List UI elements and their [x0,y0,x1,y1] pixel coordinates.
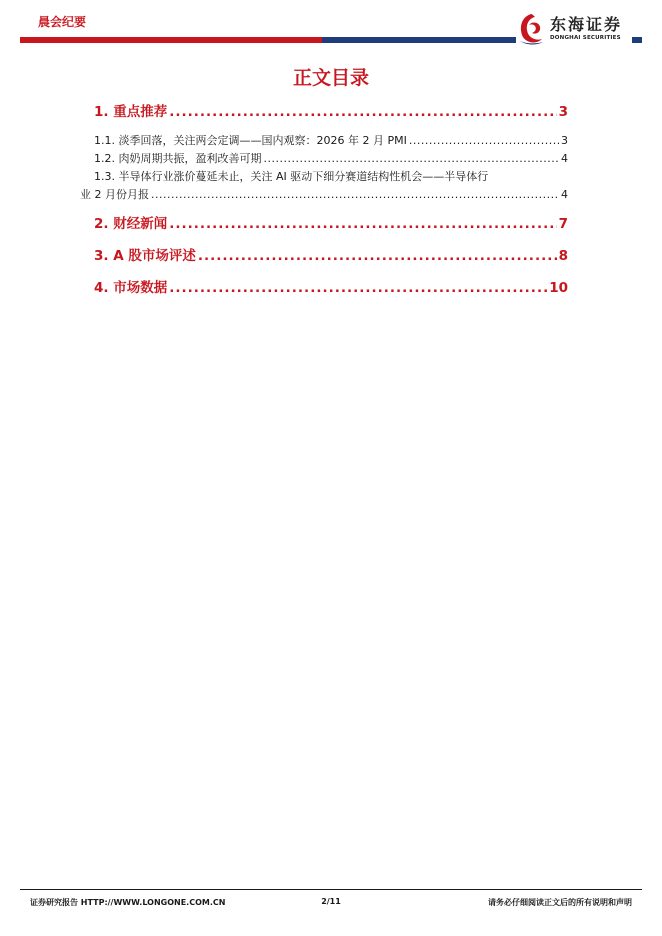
toc-item-1-1[interactable] [94,132,568,150]
footer-disclaimer: 请务必仔细阅读正文后的所有说明和声明 [488,898,632,907]
toc-item-page: 3 [561,134,568,147]
toc-title: 正文目录 [292,67,369,89]
toc-leader-dots [198,248,557,264]
toc-leader-dots [169,104,556,120]
toc-item-4[interactable] [94,276,568,300]
toc-item-page: 10 [549,280,568,296]
toc-item-2[interactable] [94,212,568,236]
toc-item-page: 4 [561,152,568,165]
toc-item-label: 2. 财经新闻 [94,216,168,232]
toc-item-1-3[interactable] [80,168,568,204]
header-bar-red [20,37,322,43]
toc-item-page: 4 [561,188,568,201]
toc-item-label: 1.2. 肉奶周期共振，盈利改善可期 [94,152,262,165]
toc-item-page: 8 [558,248,568,264]
logo-mark-icon [516,11,546,47]
footer-page-number: 2/11 [321,897,341,906]
toc-item-label: 3. A 股市场评述 [94,248,196,264]
toc-item-label: 1.3. 半导体行业涨价蔓延未止，关注 AI 驱动下细分赛道结构性机会——半导体行 [94,170,489,183]
toc-item-label: 4. 市场数据 [94,280,168,296]
toc-leader-dots [169,216,556,232]
logo-text-en: DONGHAI SECURITIES [550,34,621,41]
company-logo [516,4,632,54]
toc-item-3[interactable] [94,244,568,268]
logo-text-cn: 东海证券 [550,14,623,34]
table-of-contents [80,100,568,300]
toc-leader-dots [409,134,559,147]
toc-leader-dots [264,152,560,165]
toc-item-label-cont: 业 2 月份月报 [80,188,149,201]
toc-item-page: 7 [558,216,568,232]
toc-item-label: 1.1. 淡季回落，关注两会定调——国内观察：2026 年 2 月 PMI [94,134,407,147]
header-tag: 晨会纪要 [38,15,87,29]
toc-leader-dots [169,280,547,296]
toc-item-1-2[interactable] [94,150,568,168]
footer-left: 证券研究报告 HTTP://WWW.LONGONE.COM.CN [30,898,226,907]
toc-leader-dots [151,188,559,201]
toc-item-page: 3 [558,104,568,120]
toc-item-label: 1. 重点推荐 [94,104,168,120]
toc-item-1[interactable] [94,100,568,124]
footer-divider [20,889,642,890]
